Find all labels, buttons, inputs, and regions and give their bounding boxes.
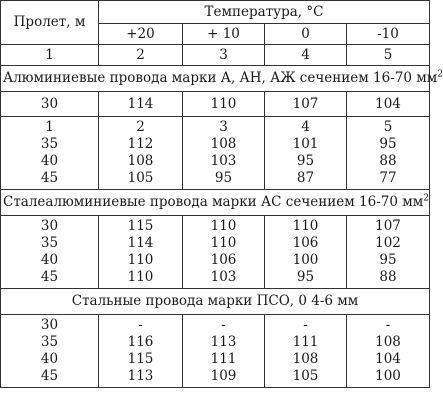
value-cell-stack: [265, 117, 347, 190]
section-title-steel-aluminium-sup: 2: [423, 193, 429, 204]
value: 105: [127, 170, 154, 186]
value-cell-stack: [265, 315, 347, 388]
value: 110: [210, 235, 237, 251]
column-number-2: 2: [99, 45, 183, 66]
table-row-steel-aluminium-block: [1, 216, 430, 289]
span-value: 40: [40, 252, 59, 268]
value-cell-stack: [265, 216, 347, 289]
span-cell-stack: [1, 117, 99, 190]
column-number-5: 5: [347, 45, 430, 66]
temperature-header-4: -10: [347, 24, 430, 45]
span-cell-stack: [1, 216, 99, 289]
span-cell: 30: [1, 92, 99, 117]
value: 88: [379, 153, 397, 169]
value: -: [385, 317, 391, 333]
section-title-steel-text: Стальные провода марки ПСО, 0 4-6 мм: [71, 293, 359, 309]
section-title-aluminium-sup: 2: [437, 69, 443, 80]
value: 100: [292, 252, 319, 268]
section-title-steel-aluminium-text: Сталеалюминиевые провода марки АС сечением 16-70 мм: [3, 194, 424, 210]
value: 111: [210, 351, 237, 367]
value: 87: [296, 170, 315, 186]
value: -: [221, 317, 226, 333]
section-title-aluminium: [1, 66, 443, 92]
value: 5: [383, 119, 393, 135]
span-value: 30: [40, 218, 59, 234]
value: -: [303, 317, 308, 333]
value: 110: [127, 269, 154, 285]
value: 114: [127, 235, 154, 251]
value-cell-stack: [99, 216, 183, 289]
span-value: 35: [40, 235, 59, 251]
value: 104: [375, 351, 401, 367]
value: 100: [375, 368, 401, 384]
value: 109: [210, 368, 237, 384]
value: 101: [292, 136, 319, 152]
value: 103: [210, 153, 237, 169]
value-cell-stack: [99, 117, 183, 190]
value: 108: [375, 334, 401, 350]
value: 4: [301, 119, 310, 135]
table-row-steel-block: [1, 315, 430, 388]
value: 110: [127, 252, 154, 268]
value: 106: [292, 235, 319, 251]
value: 106: [210, 252, 237, 268]
section-title-aluminium-text: Алюминиевые провода марки А, АН, АЖ сечением 16-70 мм: [3, 70, 438, 86]
value-cell-stack: [347, 315, 430, 388]
span-value: 40: [40, 351, 59, 367]
value-cell-stack: [347, 216, 430, 289]
column-number-4: 4: [265, 45, 347, 66]
value: 110: [210, 218, 237, 234]
value: 95: [296, 153, 315, 169]
section-title-steel: [1, 289, 430, 315]
value: 115: [127, 218, 154, 234]
table-row-aluminium-block-2: [1, 117, 430, 190]
section-title-row-steel-aluminium: [1, 190, 430, 216]
value-cell: 114: [99, 92, 183, 117]
value: 108: [292, 351, 319, 367]
span-value: 45: [40, 368, 59, 384]
value: 102: [375, 235, 401, 251]
value: 2: [136, 119, 145, 135]
column-number-row: [1, 45, 430, 66]
span-value: 35: [40, 136, 59, 152]
span-value: 45: [40, 170, 59, 186]
value: 112: [127, 136, 154, 152]
value: 95: [214, 170, 233, 186]
value: 110: [292, 218, 319, 234]
value-cell: 110: [183, 92, 265, 117]
temperature-header-1: +20: [99, 24, 183, 45]
temperature-header-3: 0: [265, 24, 347, 45]
value: 113: [210, 334, 237, 350]
span-value: 30: [40, 317, 59, 333]
value: -: [138, 317, 143, 333]
value: 95: [379, 136, 397, 152]
value-cell-stack: [99, 315, 183, 388]
column-number-3: 3: [183, 45, 265, 66]
span-column-header: Пролет, м: [1, 1, 99, 45]
span-value: 40: [40, 153, 59, 169]
value-cell: 107: [265, 92, 347, 117]
span-value: 35: [40, 334, 59, 350]
value-cell-stack: [183, 216, 265, 289]
value: 111: [292, 334, 319, 350]
value: 113: [127, 368, 154, 384]
span-value: 45: [40, 269, 59, 285]
value: 105: [292, 368, 319, 384]
value: 116: [127, 334, 154, 350]
value-cell-stack: [347, 117, 430, 190]
value: 77: [379, 170, 397, 186]
temperature-column-header: Температура, °C: [99, 1, 430, 24]
value: 115: [127, 351, 154, 367]
value: 3: [219, 119, 228, 135]
section-title-steel-aluminium: [1, 190, 430, 216]
value-cell-stack: [183, 117, 265, 190]
value: 103: [210, 269, 237, 285]
header-row-temperature: [1, 1, 430, 24]
value: 95: [379, 252, 397, 268]
value-cell: 104: [347, 92, 430, 117]
value: 107: [375, 218, 401, 234]
section-title-row-steel: [1, 289, 430, 315]
value: 88: [379, 269, 397, 285]
section-title-row-aluminium: [1, 66, 430, 92]
column-number-1: 1: [1, 45, 99, 66]
span-cell-stack: [1, 315, 99, 388]
span-value: 1: [45, 119, 54, 135]
value: 108: [210, 136, 237, 152]
value-cell-stack: [183, 315, 265, 388]
value: 95: [296, 269, 315, 285]
table-row-aluminium-block-1: [1, 92, 430, 117]
temperature-header-2: + 10: [183, 24, 265, 45]
value: 108: [127, 153, 154, 169]
